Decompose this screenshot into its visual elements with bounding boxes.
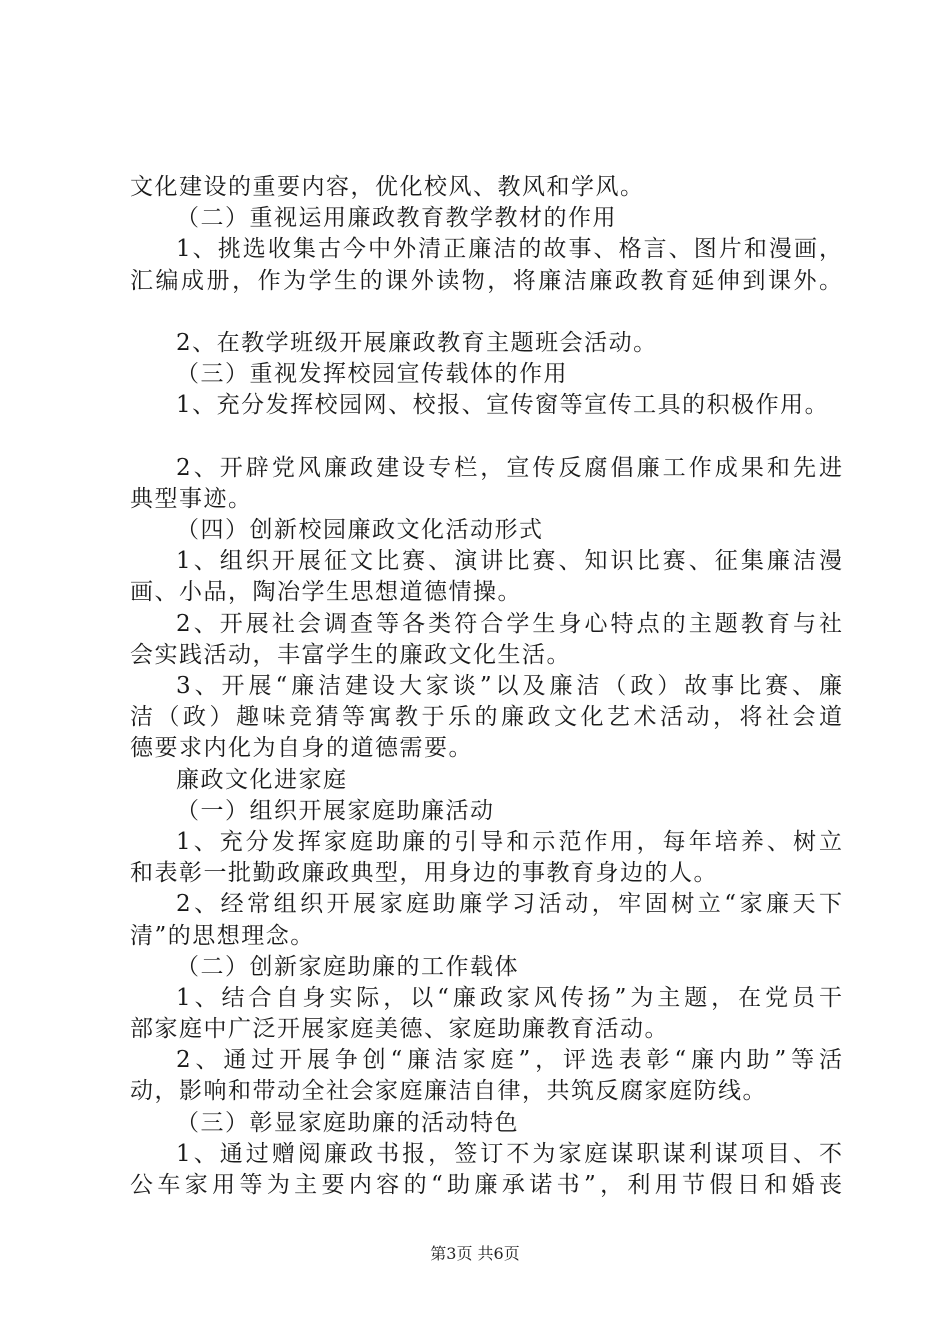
section-heading: （二）创新家庭助廉的工作载体: [176, 953, 519, 980]
text-line: 部家庭中广泛开展家庭美德、家庭助廉教育活动。: [130, 1016, 669, 1043]
text-line: 汇编成册，作为学生的课外读物，将廉洁廉政教育延伸到课外。: [130, 267, 842, 294]
section-heading: （三）重视发挥校园宣传载体的作用: [176, 361, 568, 388]
text-line: 画、小品，陶冶学生思想道德情操。: [130, 579, 522, 606]
section-heading: （四）创新校园廉政文化活动形式: [176, 517, 544, 544]
text-line: 动，影响和带动全社会家庭廉洁自律，共筑反腐家庭防线。: [130, 1078, 767, 1105]
section-heading: （一）组织开展家庭助廉活动: [176, 797, 495, 824]
text-line: 文化建设的重要内容，优化校风、教风和学风。: [130, 174, 645, 200]
page-number-footer: 第3页 共6页: [430, 1244, 520, 1263]
text-line: 典型事迹。: [130, 485, 253, 512]
text-line: 3、开展“廉洁建设大家谈”以及廉洁（政）故事比赛、廉: [176, 673, 842, 699]
paragraph-gap: [130, 297, 842, 328]
text-line: 2、经常组织开展家庭助廉学习活动，牢固树立“家廉天下: [176, 891, 842, 918]
text-line: 德要求内化为自身的道德需要。: [130, 735, 473, 762]
text-line: 和表彰一批勤政廉政典型，用身边的事教育身边的人。: [130, 860, 718, 887]
text-line: 1、组织开展征文比赛、演讲比赛、知识比赛、征集廉洁漫: [176, 548, 842, 575]
text-line: 2、在教学班级开展廉政教育主题班会活动。: [176, 329, 658, 356]
text-line: 2、通过开展争创“廉洁家庭”，评选表彰“廉内助”等活: [176, 1047, 842, 1074]
text-line: 公车家用等为主要内容的“助廉承诺书”，利用节假日和婚丧: [130, 1172, 842, 1198]
text-line: 1、挑选收集古今中外清正廉洁的故事、格言、图片和漫画，: [176, 236, 842, 263]
text-line: 会实践活动，丰富学生的廉政文化生活。: [130, 641, 571, 668]
text-line: 2、开展社会调查等各类符合学生身心特点的主题教育与社: [176, 610, 842, 637]
section-heading: （二）重视运用廉政教育教学教材的作用: [176, 205, 617, 232]
text-line: 清”的思想理念。: [130, 922, 315, 949]
section-heading: 廉政文化进家庭: [176, 766, 348, 793]
body-text: [130, 172, 842, 1201]
section-heading: （三）彰显家庭助廉的活动特色: [176, 1109, 519, 1136]
text-line: 1、充分发挥家庭助廉的引导和示范作用，每年培养、树立: [176, 828, 842, 855]
text-line: 1、通过赠阅廉政书报，签订不为家庭谋职谋利谋项目、不: [176, 1140, 842, 1167]
text-line: 2、开辟党风廉政建设专栏，宣传反腐倡廉工作成果和先进: [176, 454, 842, 481]
text-line: 1、结合自身实际，以“廉政家风传扬”为主题，在党员干: [176, 984, 842, 1011]
text-line: 1、充分发挥校园网、校报、宣传窗等宣传工具的积极作用。: [176, 392, 830, 419]
paragraph-gap: [130, 422, 842, 453]
text-line: 洁（政）趣味竞猜等寓教于乐的廉政文化艺术活动，将社会道: [130, 704, 842, 731]
